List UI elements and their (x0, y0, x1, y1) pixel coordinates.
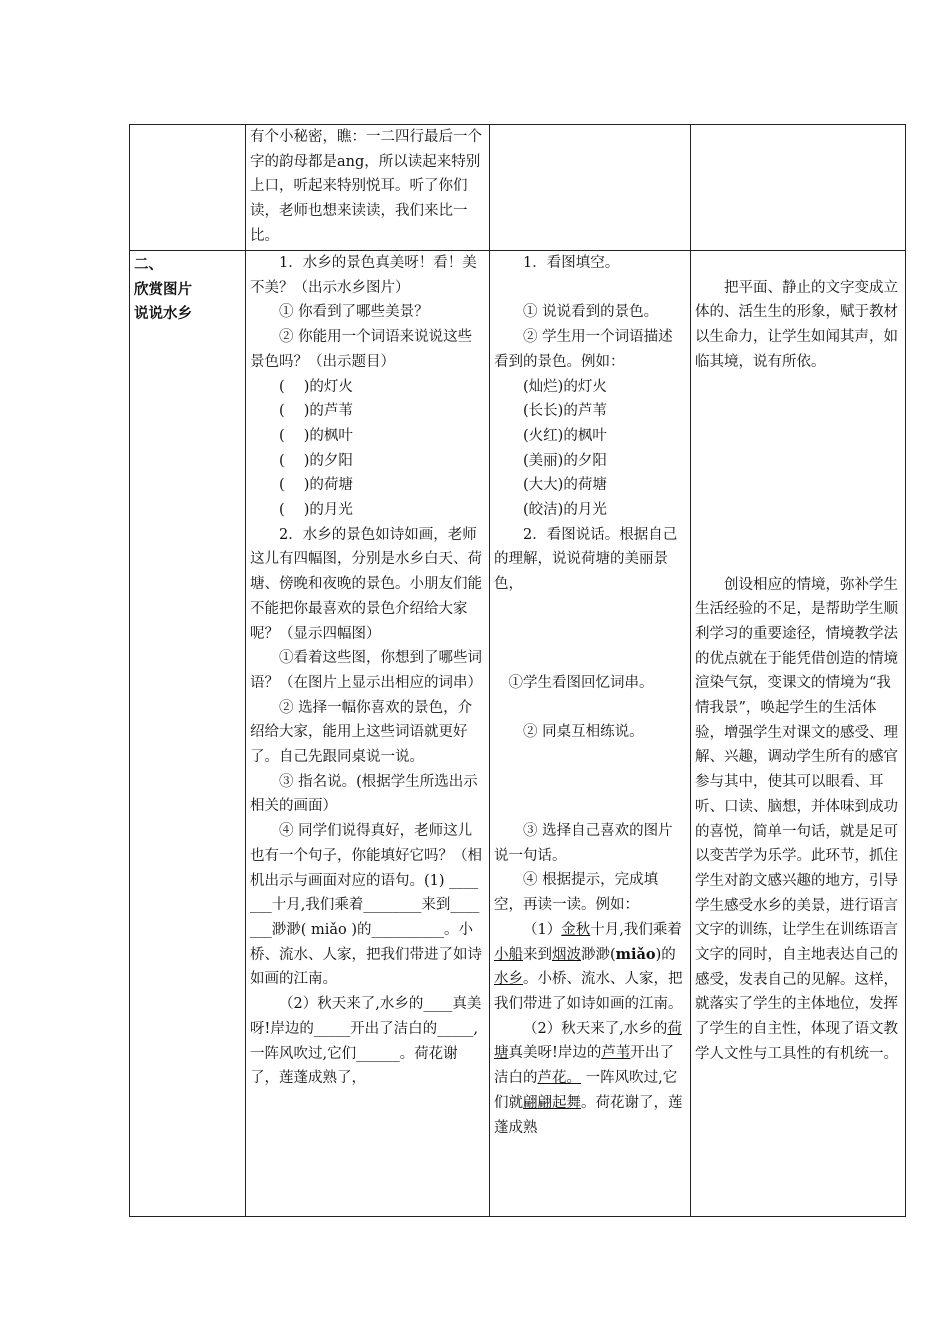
teacher-activity-cell (246, 125, 490, 251)
blank-item: ( )的灯火 (279, 378, 353, 395)
text-run: 一阵风吹过,它们就 (494, 1070, 678, 1111)
spacer (695, 375, 901, 573)
text-run: 渺渺( (581, 946, 616, 963)
teacher-paragraph: ④ 同学们说得真好，老师这儿也有一个句子，你能填好它吗？（相机出示与画面对应的语句。(1) _______十月,我们乘着________来到_______渺渺( miǎo )的__________。小桥、流水、人家，把我们带进了如诗如画的江南。 (250, 823, 482, 988)
table-row (130, 125, 906, 251)
design-note: 把平面、静止的文字变成立体的、活生生的形象，赋于教材以生命力，让学生如闻其声，如临其境，说有所依。 (695, 279, 898, 370)
filled-word: 荷塘 (494, 1020, 682, 1062)
student-paragraph: ① 说说看到的景色。 (523, 304, 659, 321)
blank-item: ( )的荷塘 (279, 477, 353, 494)
student-activity-cell (490, 251, 691, 1217)
student-paragraph: ② 学生用一个词语描述看到的景色。例如： (494, 329, 673, 370)
teacher-paragraph: 1．水乡的景色真美呀！看！美不美？（出示水乡图片） (250, 255, 477, 296)
design-note: 创设相应的情境，弥补学生生活经验的不足，是帮助学生顺利学习的重要途径，情境教学法的优点就在于能凭借创造的情境渲染气氛，变课文的情境为“我情我景”，唤起学生的生活体验，增强学生对课文的感受、理解、兴趣，调动学生所有的感官参与其中，使其可以眼看、耳听、口读、脑想，并体味到成功的喜悦，简单一句话，就是足可以变苦学为乐学。此环节，抓住学生对韵文感兴趣的地方，引导学生感受水乡的美景，进行语言文字的训练，让学生在训练语言文字的同时，自主地表达自己的感受，发表自己的见解。这样，就落实了学生的主体地位，发挥了学生的自主性，体现了语文教学人文性与工具性的有机统一。 (695, 576, 898, 1062)
text-run: )的 (655, 946, 676, 963)
filled-word: 水乡 (494, 971, 523, 988)
teacher-paragraph: ③ 指名说。(根据学生所选出示相关的画面） (250, 773, 478, 815)
filled-word: 芦花。 (537, 1070, 581, 1087)
text-run: 十月,我们乘着 (590, 921, 682, 938)
filled-word: 翩翩起舞 (523, 1094, 581, 1111)
teacher-text: 有个小秘密，瞧：一二四行最后一个字的韵母都是ang，所以读起来特别上口，听起来特别悦耳。听了你们读，老师也想来读读，我们来比一比。 (250, 129, 482, 244)
teacher-paragraph: ①看着这些图，你想到了哪些词语？（在图片上显示出相应的词串） (250, 650, 482, 691)
design-notes-cell (691, 125, 906, 251)
stage-number: 二、 (134, 257, 163, 273)
blank-item: ( )的枫叶 (279, 427, 353, 444)
filled-item: (火红)的枫叶 (523, 427, 607, 444)
example-sentence-1 (494, 918, 686, 1017)
blank-item: ( )的月光 (279, 502, 353, 519)
filled-item: (美丽)的夕阳 (523, 452, 607, 469)
student-paragraph: ④ 根据提示，完成填空，再读一读。例如： (494, 872, 659, 914)
design-notes-cell (691, 251, 906, 1217)
filled-word: 小船 (494, 946, 523, 963)
filled-item: (大大)的荷塘 (523, 477, 607, 494)
spacer (494, 745, 686, 794)
stage-cell (130, 251, 246, 1217)
text-run: 。荷花谢了，莲蓬成熟 (494, 1094, 683, 1136)
filled-word: 芦苇 (601, 1045, 631, 1062)
teacher-activity-cell (246, 251, 490, 1217)
spacer (494, 646, 686, 671)
spacer (494, 276, 686, 301)
teacher-paragraph: ② 选择一幅你喜欢的景色，介绍给大家，能用上这些词语就更好了。自己先跟同桌说一说。 (250, 699, 473, 766)
text-run: （1） (523, 921, 562, 938)
stage-line: 欣赏图片 (134, 281, 192, 298)
stage-title (134, 251, 241, 327)
blank-item: ( )的夕阳 (279, 452, 353, 469)
text-run: 真美呀!岸边的 (508, 1045, 602, 1062)
example-sentence-2 (494, 1017, 686, 1141)
spacer (494, 794, 686, 819)
student-paragraph: ①学生看图回忆词串。 (508, 674, 654, 691)
student-paragraph: 1．看图填空。 (523, 255, 620, 271)
spacer (494, 696, 686, 721)
teacher-paragraph: 2．水乡的景色如诗如画，老师这儿有四幅图，分别是水乡白天、荷塘、傍晚和夜晚的景色。小朋友们能不能把你最喜欢的景色介绍给大家呢？（显示四幅图） (250, 526, 482, 642)
stage-cell (130, 125, 246, 251)
student-paragraph: ③ 选择自己喜欢的图片说一句话。 (494, 823, 673, 864)
student-activity-cell (490, 125, 691, 251)
lesson-plan-table (129, 124, 906, 1217)
student-paragraph: ② 同桌互相练说。 (523, 724, 644, 741)
spacer (494, 597, 686, 646)
pinyin: miǎo (615, 945, 656, 963)
filled-word: 金秋 (561, 921, 591, 938)
blank-item: ( )的芦苇 (279, 403, 353, 420)
spacer (695, 251, 901, 276)
filled-item: (长长)的芦苇 (523, 403, 607, 420)
teacher-paragraph: （2）秋天来了,水乡的____真美呀!岸边的_____开出了洁白的_____,一阵风吹过,它们______。荷花谢了，莲蓬成熟了， (250, 996, 482, 1087)
text-run: 开出了洁白的 (494, 1045, 674, 1087)
text-run: 来到 (523, 946, 552, 963)
student-paragraph: 2．看图说话。根据自己的理解，说说荷塘的美丽景色， (494, 526, 678, 593)
text-run: （2）秋天来了,水乡的 (523, 1020, 668, 1037)
filled-item: (灿烂)的灯火 (523, 378, 607, 395)
filled-word: 烟波 (552, 946, 581, 963)
table-row (130, 251, 906, 1217)
filled-item: (皎洁)的月光 (523, 502, 607, 519)
text-run: 。小桥、流水、人家，把我们带进了如诗如画的江南。 (494, 971, 683, 1012)
teacher-paragraph: ② 你能用一个词语来说说这些景色吗？（出示题目） (250, 329, 473, 370)
stage-line: 说说水乡 (134, 306, 192, 323)
teacher-paragraph: ① 你看到了哪些美景？ (279, 304, 429, 321)
